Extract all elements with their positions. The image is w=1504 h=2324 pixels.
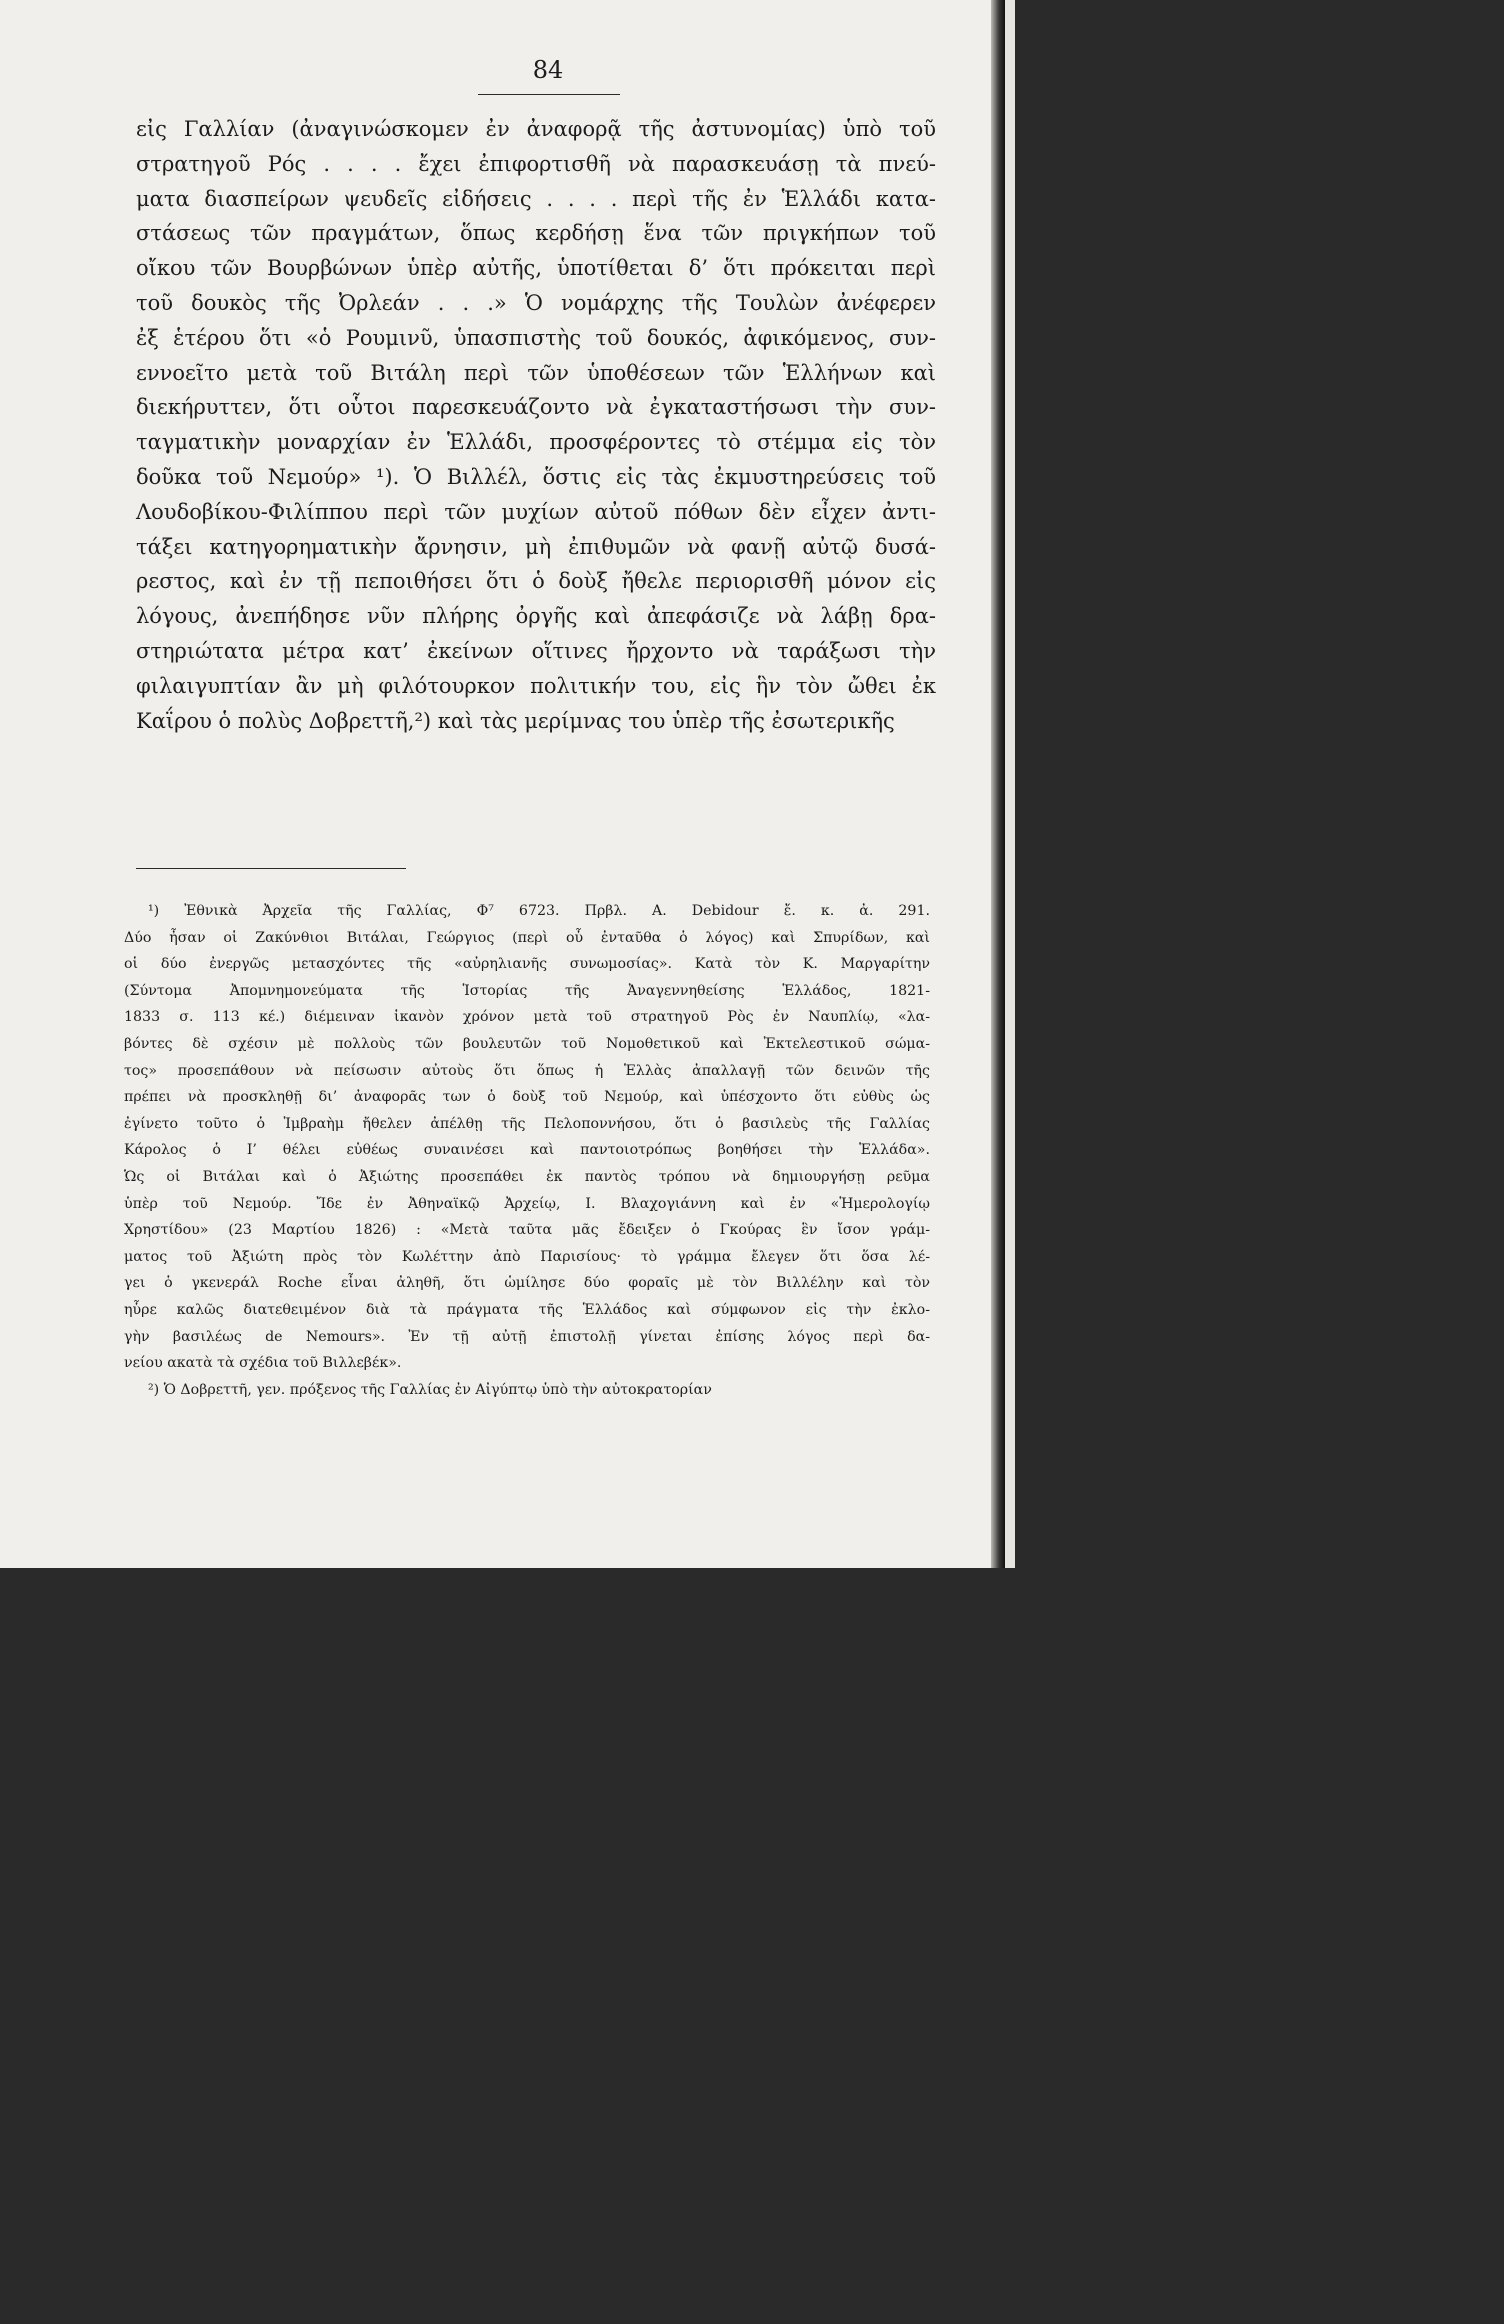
body-line: ρεστος, καὶ ἐν τῇ πεποιθήσει ὅτι ὁ δοὺξ ἤθελε περιορισθῆ μόνον εἰς [136,569,936,594]
body-line: φιλαιγυπτίαν ἂν μὴ φιλότουρκον πολιτικήν του, εἰς ἣν τὸν ὤθει ἐκ [136,673,936,698]
footnote-line: ¹) Ἐθνικὰ Ἀρχεῖα τῆς Γαλλίας, Φ⁷ 6723. Πρβλ. A. Debidour ἔ. κ. ἀ. 291. [148,903,930,919]
footnote-line: ὑπὲρ τοῦ Νεμούρ. Ἴδε ἐν Ἀθηναϊκῷ Ἀρχείῳ, Ι. Βλαχογιάννη καὶ ἐν «Ἡμερολογίῳ [124,1195,930,1212]
footnote-line: οἱ δύο ἐνεργῶς μετασχόντες τῆς «αὐρηλιανῆς συνωμοσίας». Κατὰ τὸν Κ. Μαργαρίτην [124,956,930,973]
body-line: οἴκου τῶν Βουρβώνων ὑπὲρ αὐτῆς, ὑποτίθεται δ’ ὅτι πρόκειται περὶ [136,256,936,281]
page-number-rule [478,94,620,95]
footnote-line: ἐγίνετο τοῦτο ὁ Ἰμβραὴμ ἤθελεν ἀπέλθῃ τῆς Πελοποννήσου, ὅτι ὁ βασιλεὺς τῆς Γαλλίας [124,1115,930,1132]
body-line: Καΐρου ὁ πολὺς Δοβρεττῆ,²) καὶ τὰς μερίμνας του ὑπὲρ τῆς ἐσωτερικῆς [136,708,895,733]
body-text [136,112,936,738]
book-page [0,0,1015,1568]
footnote-separator [136,868,406,869]
footnote-line: (Σύντομα Ἀπομνημονεύματα τῆς Ἱστορίας τῆς Ἀναγεννηθείσης Ἑλλάδος, 1821- [124,982,930,999]
body-line: τοῦ δουκὸς τῆς Ὀρλεάν . . .» Ὁ νομάρχης τῆς Τουλὼν ἀνέφερεν [136,290,936,315]
footnote-line: Δύο ἦσαν οἱ Ζακύνθιοι Βιτάλαι, Γεώργιος (περὶ οὗ ἐνταῦθα ὁ λόγος) καὶ Σπυρίδων, καὶ [124,929,930,946]
body-line: στρατηγοῦ Ρός . . . . ἔχει ἐπιφορτισθῆ νὰ παρασκευάσῃ τὰ πνεύ- [136,151,936,176]
footnote-line: γει ὁ γκενεράλ Roche εἶναι ἀληθῆ, ὅτι ὡμίλησε δύο φοραῖς μὲ τὸν Βιλλέλην καὶ τὸν [124,1275,930,1292]
footnotes [124,898,930,1403]
footnote-line: βόντες δὲ σχέσιν μὲ πολλοὺς τῶν βουλευτῶν τοῦ Νομοθετικοῦ καὶ Ἐκτελεστικοῦ σώμα- [124,1035,930,1052]
footnote-line: γὴν βασιλέως de Nemours». Ἐν τῇ αὐτῇ ἐπιστολῇ γίνεται ἐπίσης λόγος περὶ δα- [124,1328,930,1345]
footnote-line: ²) Ὁ Δοβρεττῆ, γεν. πρόξενος τῆς Γαλλίας ἐν Αἰγύπτῳ ὑπὸ τὴν αὐτοκρατορίαν [148,1381,712,1398]
footnote-line: 1833 σ. 113 κέ.) διέμειναν ἱκανὸν χρόνον μετὰ τοῦ στρατηγοῦ Ρὸς ἐν Ναυπλίῳ, «λα- [124,1009,930,1026]
body-line: δοῦκα τοῦ Νεμούρ» ¹). Ὁ Βιλλέλ, ὅστις εἰς τὰς ἐκμυστηρεύσεις τοῦ [136,464,936,489]
body-line: εννοεῖτο μετὰ τοῦ Βιτάλη περὶ τῶν ὑποθέσεων τῶν Ἑλλήνων καὶ [136,360,936,385]
page-number: 84 [532,56,564,84]
body-line: τάξει κατηγορηματικὴν ἄρνησιν, μὴ ἐπιθυμῶν νὰ φανῇ αὐτῷ δυσά- [136,534,936,559]
body-line: ματα διασπείρων ψευδεῖς εἰδήσεις . . . . περὶ τῆς ἐν Ἑλλάδι κατα- [136,186,936,211]
body-line: ἐξ ἑτέρου ὅτι «ὁ Ρουμινῦ, ὑπασπιστὴς τοῦ δουκός, ἀφικόμενος, συν- [136,325,936,350]
body-line: ταγματικὴν μοναρχίαν ἐν Ἑλλάδι, προσφέροντες τὸ στέμμα εἰς τὸν [136,430,936,455]
footnote-line: ματος τοῦ Ἀξιώτη πρὸς τὸν Κωλέττην ἀπὸ Παρισίους· τὸ γράμμα ἔλεγεν ὅτι ὅσα λέ- [124,1248,930,1265]
footnote-line: Ὡς οἱ Βιτάλαι καὶ ὁ Ἀξιώτης προσεπάθει ἐκ παντὸς τρόπου νὰ δημιουργήσῃ ρεῦμα [124,1168,930,1185]
body-line: εἰς Γαλλίαν (ἀναγινώσκομεν ἐν ἀναφορᾷ τῆς ἀστυνομίας) ὑπὸ τοῦ [136,117,936,141]
footnote-line: Κάρολος ὁ Ι’ θέλει εὐθέως συναινέσει καὶ παντοιοτρόπως βοηθήσει τὴν Ἑλλάδα». [124,1142,930,1159]
body-line: στηριώτατα μέτρα κατ’ ἐκείνων οἵτινες ἤρχοντο νὰ ταράξωσι τὴν [136,638,936,663]
footnote-line: νείου ακατὰ τὰ σχέδια τοῦ Βιλλεβέκ». [124,1355,402,1372]
adjacent-page-edge [1005,0,1015,1568]
footnote-line: τος» προσεπάθουν νὰ πείσωσιν αὐτοὺς ὅτι ὅπως ἡ Ἑλλὰς ἀπαλλαγῇ τῶν δεινῶν τῆς [124,1062,930,1079]
footnote-line: Χρηστίδου» (23 Μαρτίου 1826) : «Μετὰ ταῦτα μᾶς ἔδειξεν ὁ Γκούρας ἓν ἴσον γράμ- [124,1222,930,1239]
body-line: Λουδοβίκου-Φιλίππου περὶ τῶν μυχίων αὐτοῦ πόθων δὲν εἶχεν ἀντι- [136,499,936,524]
body-line: λόγους, ἀνεπήδησε νῦν πλήρης ὀργῆς καὶ ἀπεφάσιζε νὰ λάβῃ δρα- [136,604,936,629]
body-line: διεκήρυττεν, ὅτι οὗτοι παρεσκευάζοντο νὰ ἐγκαταστήσωσι τὴν συν- [136,395,936,420]
footnote-line: ηὗρε καλῶς διατεθειμένον διὰ τὰ πράγματα τῆς Ἑλλάδος καὶ σύμφωνον εἰς τὴν ἐκλο- [124,1301,930,1318]
footnote-line: πρέπει νὰ προσκληθῇ δι’ ἀναφορᾶς των ὁ δοὺξ τοῦ Νεμούρ, καὶ ὑπέσχοντο ὅτι εὐθὺς ὡς [124,1089,930,1106]
body-line: στάσεως τῶν πραγμάτων, ὅπως κερδήσῃ ἕνα τῶν πριγκήπων τοῦ [136,221,936,246]
